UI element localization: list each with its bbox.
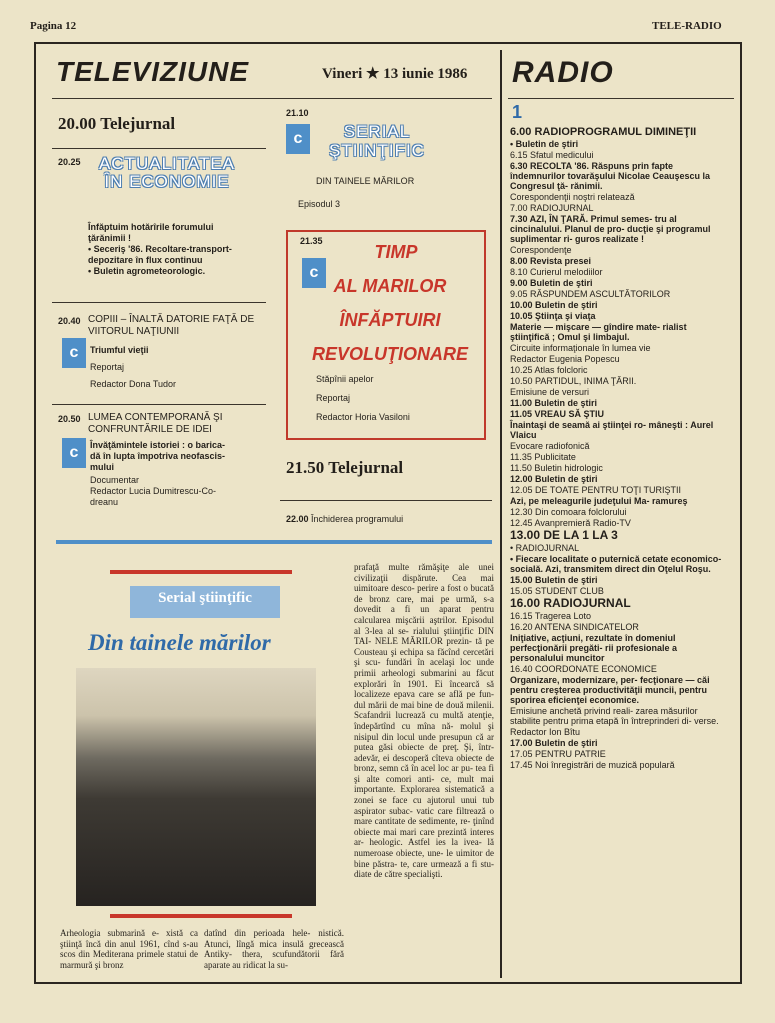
radio-item: 6.00 RADIOPROGRAMUL DIMINEŢII <box>510 126 697 138</box>
radio-item: 12.00 Buletin de ştiri <box>510 474 598 484</box>
radio-item: Evocare radiofonică <box>510 441 590 451</box>
channel-c-icon: c <box>302 258 326 288</box>
radio-item: • RADIOJURNAL <box>510 543 580 553</box>
radio-item: 16.00 RADIOJURNAL <box>510 596 631 610</box>
radio-item: 17.05 PENTRU PATRIE <box>510 749 606 759</box>
radio-title: RADIO <box>512 56 614 89</box>
rule <box>52 302 266 303</box>
radio-item: 17.45 Noi înregistrări de muzică populară <box>510 760 675 770</box>
tv-subtitle-tainele: DIN TAINELE MĂRILOR <box>316 176 415 186</box>
radio-item: 15.05 STUDENT CLUB <box>510 586 604 596</box>
radio-channel: 1 <box>512 102 523 122</box>
featured-title-4: REVOLUŢIONARE <box>311 344 468 364</box>
radio-item: Corespondenţe <box>510 245 572 255</box>
tv-desc-2025: Înfăptuim hotărîrile forumului ţărănimii ! • Seceriş '86. Recoltare-transport- depozitare în flux continuu • Buletin agrometeorologic. <box>88 222 232 276</box>
article-red-bar-bottom <box>110 914 292 918</box>
tv-title-rule <box>52 98 492 99</box>
radio-item: 10.05 Ştiinţa şi viaţa <box>510 311 596 321</box>
tv-title-actualitatea: ACTUALITATEA ÎN ECONOMIE <box>98 154 236 191</box>
channel-c-icon: c <box>62 338 86 368</box>
tv-date: Vineri ★ 13 iunie 1986 <box>322 66 468 82</box>
article-title: Din tainele mărilor <box>88 630 271 655</box>
radio-item: 11.50 Buletin hidrologic <box>510 463 603 473</box>
tv-desc-2040: Triumful vieţii Reportaj Redactor Dona Tudor <box>90 345 177 389</box>
tv-time-2050: 20.50 <box>58 414 81 424</box>
radio-item: Redactor Eugenia Popescu <box>510 354 620 364</box>
channel-c-icon: c <box>286 124 310 154</box>
radio-item: 11.05 VREAU SĂ ŞTIU <box>510 409 605 419</box>
rule <box>52 148 266 149</box>
radio-item: 10.00 Buletin de ştiri <box>510 300 598 310</box>
radio-item: Emisiune anchetă privind reali- zarea măsurilor stabilite pentru prima etapă în întreprinderi di- verse. <box>510 706 719 726</box>
tv-time-2025: 20.25 <box>58 157 81 167</box>
radio-item: 9.00 Buletin de ştiri <box>510 278 593 288</box>
radio-item: 8.00 Revista presei <box>510 256 592 266</box>
radio-item: Azi, pe meleagurile judeţului Ma- ramureş <box>510 496 688 506</box>
radio-item: Emisiune de versuri <box>510 387 590 397</box>
tv-desc-2050: Învăţămintele istoriei : o barica- dă în lupta împotriva neofascis- mului Documentar Redactor Lucia Dumitrescu-Co- dreanu <box>90 440 226 507</box>
radio-item: Redactor Ion Bîtu <box>510 727 581 737</box>
article-banner: Serial ştiinţific <box>158 590 252 606</box>
radio-item: 10.25 Atlas folcloric <box>510 365 588 375</box>
tv-item-telejurnal: 20.00 Telejurnal <box>58 114 176 133</box>
radio-item: • Buletin de ştiri <box>510 139 579 149</box>
article-photo <box>76 668 316 906</box>
tv-time-2110: 21.10 <box>286 108 309 118</box>
tv-desc-2135: Stăpînii apelor Reportaj Redactor Horia Vasiloni <box>316 374 410 422</box>
radio-title-rule <box>508 98 734 99</box>
radio-item: 11.35 Publicitate <box>510 452 576 462</box>
featured-title-3: ÎNFĂPTUIRI <box>339 310 441 330</box>
tv-time-2135: 21.35 <box>300 236 323 246</box>
radio-item: Circuite informaţionale în lumea vie <box>510 343 651 353</box>
radio-item: 12.45 Avanpremieră Radio-TV <box>510 518 631 528</box>
radio-item: 17.00 Buletin de ştiri <box>510 738 598 748</box>
featured-title-2: AL MARILOR <box>333 276 447 296</box>
radio-item: 13.00 DE LA 1 LA 3 <box>510 528 618 542</box>
radio-item: 16.15 Tragerea Loto <box>510 611 592 621</box>
radio-item: 7.30 AZI, ÎN ŢARĂ. Primul semes- tru al cincinalului. Planul de pro- ducţie şi programul suplimentar ri- guros realizate ! <box>510 214 711 244</box>
radio-item: 8.10 Curierul melodiilor <box>510 267 603 277</box>
radio-item: 6.30 RECOLTA '86. Răspuns prin fapte îndemnurilor tovarăşului Nicolae Ceauşescu la Congresul ţă- rănimii. <box>510 161 711 191</box>
tv-time-2040: 20.40 <box>58 316 81 326</box>
article-body: prafaţă multe rămăşiţe ale unei civilizaţii dispărute. Cea mai uimitoare desco- perire a fost o bucată de bronz care, mai pe urmă, s-a dovedit a fi un aparat pentru calcularea mişcării aştrilor. Episodul al 3-lea al se- rialului ştiinţific DIN TAI- NELE MĂRILOR prezin- tă pe Cousteau şi echipa sa făcînd cercetări şi scu- fundări în acelaşi loc unde primii arheologi submarini au făcut explorări în 1901. Ei încearcă să localizeze epava care se află pe fun- dul mării de mai bine de două milenii. Scafandrii lucrează cu multă atenţie, îndepărtînd cu mîna nă- molul şi nisipul din locul unde presupun că ar putea găsi obiecte de preţ. Şi, într-adevăr, ei descoperă cîteva obiecte de bronz, semn că în acel loc ar pu- tea fi şi alte comori anti- ce, mult mai importante. Explorarea sistematică a zonei se face cu ajutorul unui tub aspirator subac- vatic care filtrează o mare cantitate de sedimente, re- ţinînd obiecte mai mari care prezintă interes ar- heologic. Astfel ies la ivea- lă numeroase obiecte, une- le uimitor de bine păstra- te, care urmează a fi stu- diate de către specialişti. <box>354 562 494 880</box>
radio-item: 11.00 Buletin de ştiri <box>510 398 598 408</box>
radio-item: Corespondenţii noştri relatează <box>510 192 635 202</box>
featured-title-1: TIMP <box>374 242 418 262</box>
tv-title-copiii: COPIII – ÎNALTĂ DATORIE FAŢĂ DE VIITORUL NAŢIUNII <box>88 314 255 337</box>
tv-item-closing: 22.00 Închiderea programului <box>286 514 404 524</box>
article-red-bar <box>110 570 292 574</box>
article-caption-left: Arheologia submarină e- xistă ca ştiinţă încă din anul 1961, cînd s-au scos din Mediterana primele statui de marmură şi bronz <box>60 928 198 970</box>
radio-item: 12.30 Din comoara folclorului <box>510 507 627 517</box>
radio-item: 15.00 Buletin de ştiri <box>510 575 598 585</box>
radio-item: • Fiecare localitate o puternică cetate economico-socială. Azi, transmitem direct din Oţelul Roşu. <box>510 554 722 574</box>
column-divider <box>500 50 502 978</box>
radio-item: 7.00 RADIOJURNAL <box>510 203 594 213</box>
radio-item: 10.50 PARTIDUL, INIMA ŢĂRII. <box>510 376 637 386</box>
tv-item-telejurnal-late: 21.50 Telejurnal <box>286 458 404 477</box>
rule <box>52 404 266 405</box>
tv-episode: Episodul 3 <box>298 199 341 209</box>
article-top-bar <box>56 540 492 544</box>
page-number: Pagina 12 <box>30 20 77 32</box>
radio-item: 16.20 ANTENA SINDICATELOR <box>510 622 639 632</box>
radio-item: Organizare, modernizare, per- fecţionare — căi pentru creşterea productivităţii muncii, pentru sporirea eficienţei economice. <box>510 675 710 705</box>
section-label: TELE-RADIO <box>652 20 722 32</box>
tv-title: TELEVIZIUNE <box>56 56 250 87</box>
radio-item: 16.40 COORDONATE ECONOMICE <box>510 664 657 674</box>
rule <box>280 500 492 501</box>
radio-item: Înaintaşi de seamă ai ştiinţei ro- mâneşti : Aurel Vlaicu <box>510 420 714 440</box>
article-caption-mid: datînd din perioada hele- nistică. Atunci, lîngă mica insulă grecească Antiky- thera, scufundătorii fără aparate au ridicat la su- <box>204 928 344 970</box>
radio-item: Materie — mişcare — gîndire mate- rialist ştiinţifică ; Omul şi limbajul. <box>510 322 687 342</box>
radio-item: 9.05 RĂSPUNDEM ASCULTĂTORILOR <box>510 289 671 299</box>
radio-item: Iniţiative, acţiuni, rezultate în domeniul perfecţionării pregăti- rii profesionale a personalului muncitor <box>510 633 678 663</box>
radio-item: 12.05 DE TOATE PENTRU TOŢI TURIŞTII <box>510 485 682 495</box>
tv-title-serial: SERIAL ŞTIINŢIFIC <box>329 122 425 160</box>
radio-item: 6.15 Sfatul medicului <box>510 150 594 160</box>
channel-c-icon: c <box>62 438 86 468</box>
tv-title-lumea: LUMEA CONTEMPORANĂ ŞI CONFRUNTĂRILE DE IDEI <box>88 412 223 435</box>
